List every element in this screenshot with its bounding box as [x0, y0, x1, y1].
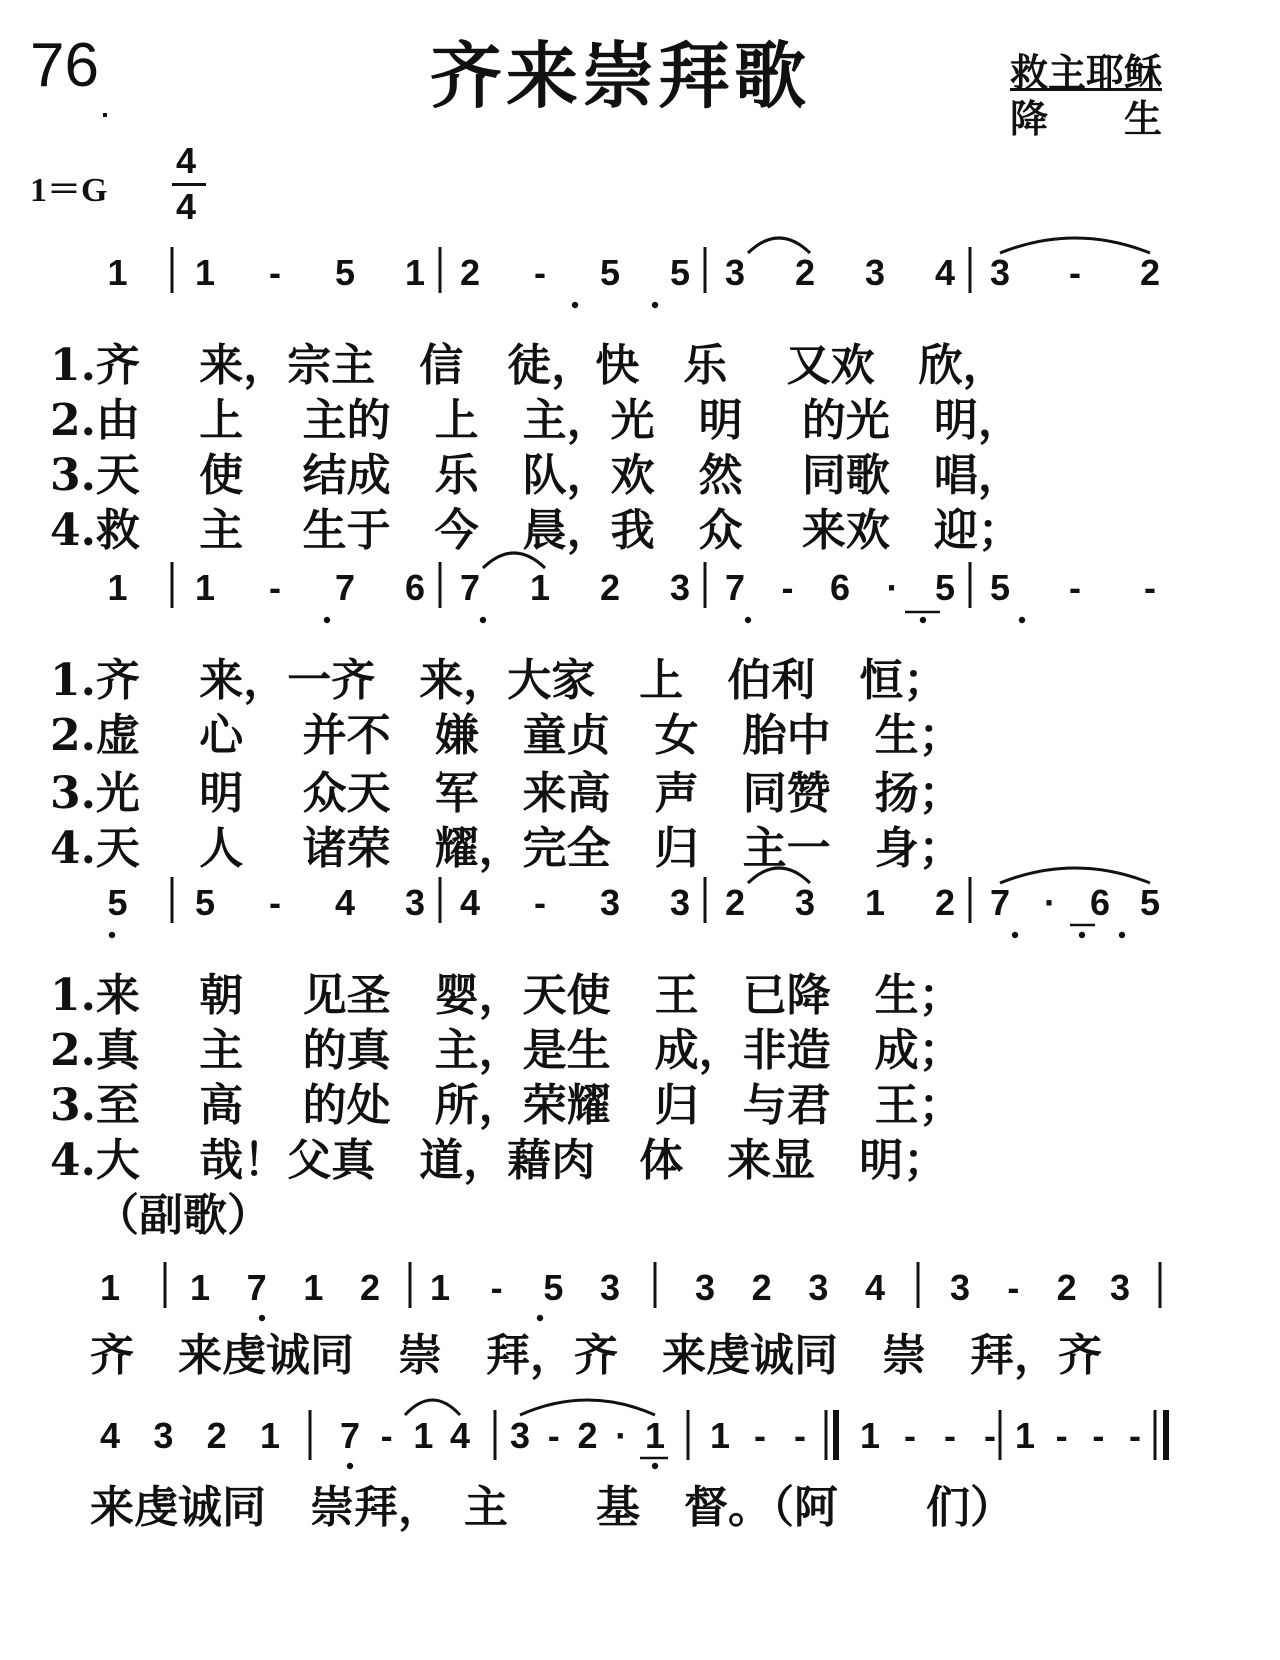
note-c1-1-2: 1	[303, 1267, 324, 1308]
note-c2-5-3: -	[1129, 1415, 1141, 1456]
note-2-1-2: 4	[334, 882, 356, 923]
lyric-1-3: 4.天 人 诸荣 耀，完全 归 主一 身；	[50, 823, 963, 874]
note-2-2-3: 3	[669, 882, 691, 923]
dot-c2-a	[347, 1463, 353, 1469]
lyric-0-2: 3.天 使 结成 乐 队，欢 然 同歌 唱，	[50, 450, 1022, 501]
note-1-1-0: 1	[194, 567, 216, 608]
note-2-0-0: 5	[107, 882, 128, 923]
slur-0-b	[1000, 238, 1150, 253]
note-2-3-1: 3	[794, 882, 816, 923]
note-1-4-2: -	[1144, 567, 1156, 608]
note-0-3-1: 2	[794, 252, 816, 293]
note-c1-2-0: 1	[429, 1267, 451, 1308]
note-0-0-0: 1	[107, 252, 128, 293]
note-2-2-2: 3	[599, 882, 621, 923]
note-c2-0-1: 3	[153, 1415, 174, 1456]
note-1-3-4: 5	[934, 567, 956, 608]
note-c2-0-3: 1	[259, 1415, 281, 1456]
note-2-1-1: -	[269, 882, 281, 923]
note-c2-3-0: 1	[709, 1415, 731, 1456]
note-c2-1-2: 1	[413, 1415, 434, 1456]
lyric-0-3: 4.救 主 生于 今 晨，我 众 来欢 迎；	[50, 505, 1022, 556]
key-signature: 1＝G	[30, 172, 108, 209]
lyric-2-0: 1.来 朝 见圣 婴，天使 王 已降 生；	[50, 970, 963, 1021]
note-0-4-2: 2	[1139, 252, 1161, 293]
note-1-4-1: -	[1069, 567, 1081, 608]
note-0-2-0: 2	[459, 252, 481, 293]
lyric-1-1: 2.虚 心 并不 嫌 童贞 女 胎中 生；	[50, 710, 963, 761]
subtitle-line-2: 降 生	[1010, 96, 1163, 141]
note-c1-2-3: 3	[599, 1267, 621, 1308]
dot-0-a	[572, 302, 578, 308]
hymn-number: 76	[30, 31, 99, 100]
chorus-lyric-1: 齐 来虔诚同 崇 拜，齐 来虔诚同 崇 拜，齐	[90, 1330, 1102, 1381]
note-c2-0-2: 2	[206, 1415, 227, 1456]
note-0-4-1: -	[1069, 252, 1081, 293]
note-c2-5-1: -	[1055, 1415, 1068, 1456]
note-c1-2-2: 5	[543, 1267, 564, 1308]
note-2-1-3: 3	[404, 882, 426, 923]
note-1-3-2: 6	[829, 567, 851, 608]
slur-0-a	[748, 238, 810, 253]
chorus-lyric-2: 来虔诚同 崇拜， 主 基 督。（阿 们）	[90, 1482, 1014, 1533]
note-2-4-0: 7	[989, 882, 1011, 923]
note-c1-0-0: 1	[99, 1267, 121, 1308]
chorus-label: （副歌）	[95, 1190, 271, 1241]
dot-2-c	[1079, 932, 1085, 938]
note-0-3-3: 4	[934, 252, 956, 293]
note-c2-2-4: 1	[644, 1415, 666, 1456]
note-1-3-1: -	[781, 567, 794, 608]
lyric-1-0: 1.齐 来，一齐 来，大家 上 伯利 恒；	[50, 655, 948, 706]
note-c1-3-1: 2	[751, 1267, 772, 1308]
note-c1-2-1: -	[490, 1267, 503, 1308]
note-2-2-1: -	[534, 882, 546, 923]
note-c2-4-0: 1	[859, 1415, 881, 1456]
note-0-3-2: 3	[864, 252, 886, 293]
note-c2-0-0: 4	[99, 1415, 121, 1456]
dot-2-a	[109, 932, 115, 938]
note-c1-4-1: -	[1007, 1267, 1020, 1308]
lyric-1-2: 3.光 明 众天 军 来高 声 同赞 扬；	[50, 768, 963, 819]
note-c2-2-0: 3	[509, 1415, 531, 1456]
lyric-0-1: 2.由 上 主的 上 主，光 明 的光 明，	[50, 395, 1022, 446]
note-c2-4-3: -	[984, 1415, 996, 1456]
dot-1-c	[745, 617, 751, 623]
dot-c2-b	[652, 1463, 658, 1469]
note-c2-1-1: -	[380, 1415, 393, 1456]
note-1-2-0: 7	[459, 567, 481, 608]
note-c2-4-2: -	[944, 1415, 956, 1456]
note-1-1-3: 6	[404, 567, 426, 608]
dot-1-a	[324, 617, 330, 623]
note-0-4-0: 3	[989, 252, 1011, 293]
note-2-3-2: 1	[864, 882, 886, 923]
note-0-1-2: 5	[334, 252, 356, 293]
note-0-1-3: 1	[404, 252, 426, 293]
hymn-title: 齐来崇拜歌	[430, 33, 811, 118]
subtitle-line-1: 救主耶稣	[1010, 50, 1163, 95]
note-c1-1-0: 1	[189, 1267, 211, 1308]
slur-c2-b	[520, 1400, 655, 1415]
note-1-1-1: -	[269, 567, 281, 608]
dot-0-b	[652, 302, 658, 308]
note-0-2-3: 5	[669, 252, 691, 293]
note-c2-5-0: 1	[1014, 1415, 1036, 1456]
note-c2-1-0: 7	[339, 1415, 361, 1456]
time-signature-bottom: 4	[176, 186, 197, 227]
dot-1-e	[1019, 617, 1025, 623]
slur-2-b	[1000, 868, 1150, 883]
dot-1-d	[920, 617, 926, 623]
dot-2-d	[1119, 932, 1125, 938]
note-1-4-0: 5	[989, 567, 1011, 608]
note-c1-1-1: 7	[246, 1267, 267, 1308]
time-signature-top: 4	[176, 140, 197, 181]
note-1-2-2: 2	[599, 567, 621, 608]
note-c2-3-2: -	[794, 1415, 806, 1456]
lyric-2-1: 2.真 主 的真 主，是生 成，非造 成；	[50, 1025, 963, 1076]
note-c1-4-2: 2	[1056, 1267, 1077, 1308]
note-c2-4-1: -	[904, 1415, 916, 1456]
note-0-1-0: 1	[194, 252, 216, 293]
note-2-4-3: 5	[1139, 882, 1161, 923]
note-c2-2-2: 2	[577, 1415, 598, 1456]
note-c2-2-3: ·	[615, 1415, 628, 1456]
lyric-2-3: 4.大 哉！父真 道，藉肉 体 来显 明；	[50, 1135, 948, 1186]
note-1-0-0: 1	[107, 567, 128, 608]
dot-c1-a	[259, 1315, 265, 1321]
note-c1-3-0: 3	[694, 1267, 716, 1308]
slur-c2-a	[405, 1400, 460, 1415]
note-c2-2-1: -	[547, 1415, 560, 1456]
note-2-2-0: 4	[459, 882, 481, 923]
note-1-1-2: 7	[334, 567, 356, 608]
note-0-2-1: -	[534, 252, 546, 293]
note-c1-1-3: 2	[359, 1267, 381, 1308]
lyric-2-2: 3.至 高 的处 所，荣耀 归 与君 王；	[50, 1080, 963, 1131]
dot-1-b	[480, 617, 486, 623]
note-2-1-0: 5	[194, 882, 216, 923]
note-1-2-1: 1	[529, 567, 551, 608]
note-0-2-2: 5	[599, 252, 621, 293]
note-1-3-0: 7	[724, 567, 746, 608]
note-2-4-2: 6	[1089, 882, 1111, 923]
dot-c1-b	[537, 1315, 543, 1321]
note-c1-4-0: 3	[949, 1267, 971, 1308]
note-1-2-3: 3	[669, 567, 691, 608]
note-1-3-3: ·	[886, 567, 899, 608]
note-2-4-1: ·	[1044, 882, 1056, 923]
note-c2-5-2: -	[1092, 1415, 1105, 1456]
note-c1-3-3: 4	[864, 1267, 886, 1308]
note-c1-4-3: 3	[1109, 1267, 1131, 1308]
note-c2-3-1: -	[754, 1415, 766, 1456]
note-c2-1-3: 4	[449, 1415, 471, 1456]
note-2-3-0: 2	[724, 882, 746, 923]
lyric-0-0: 1.齐 来，宗主 信 徒，快 乐 又欢 欣，	[50, 340, 1007, 391]
dot-2-b	[1012, 932, 1018, 938]
note-2-3-3: 2	[934, 882, 956, 923]
note-0-1-1: -	[269, 252, 281, 293]
note-c1-3-2: 3	[808, 1267, 829, 1308]
note-0-3-0: 3	[724, 252, 746, 293]
